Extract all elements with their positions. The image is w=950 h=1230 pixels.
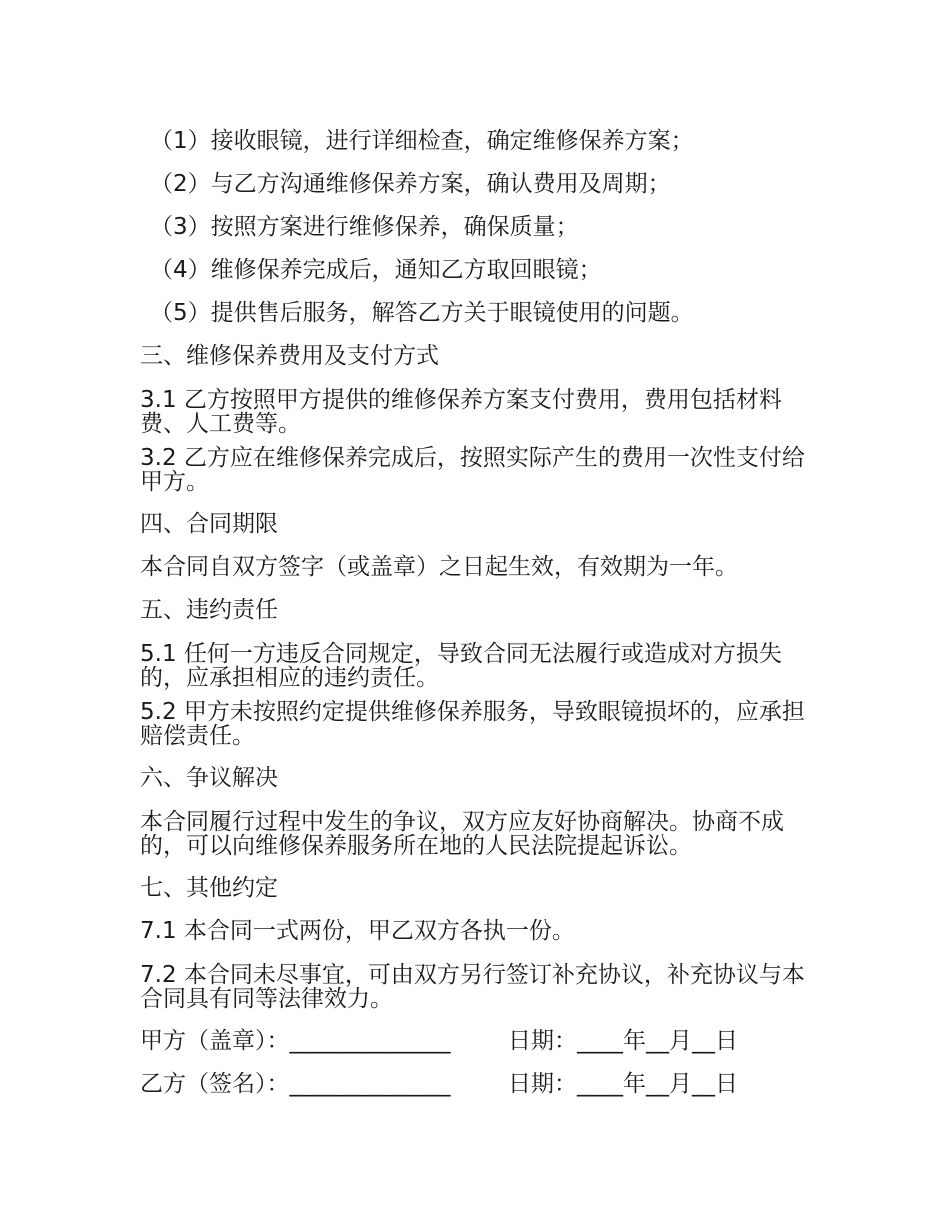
clause-dispute: 本合同履行过程中发生的争议，双方应友好协商解决。协商不成的，可以向维修保养服务所在地的人民法院提起诉讼。 bbox=[140, 809, 784, 859]
duty-item-3: （3）按照方案进行维修保养，确保质量； bbox=[150, 214, 579, 240]
clause-term: 本合同自双方签字（或盖章）之日起生效，有效期为一年。 bbox=[140, 554, 738, 580]
duty-item-2: （2）与乙方沟通维修保养方案，确认费用及周期； bbox=[150, 171, 671, 197]
clause-7-2: 7.2 本合同未尽事宜，可由双方另行签订补充协议，补充协议与本合同具有同等法律效力。 bbox=[140, 962, 805, 1012]
clause-5-1: 5.1 任何一方违反合同规定，导致合同无法履行或造成对方损失的，应承担相应的违约责任。 bbox=[140, 641, 782, 691]
contract-page bbox=[140, 120, 820, 1106]
clause-3-2: 3.2 乙方应在维修保养完成后，按照实际产生的费用一次性支付给甲方。 bbox=[140, 445, 805, 495]
signature-row-party-a bbox=[140, 1020, 820, 1063]
signature-row-party-b bbox=[140, 1063, 820, 1106]
duty-item-1: （1）接收眼镜，进行详细检查，确定维修保养方案； bbox=[150, 128, 694, 154]
section-heading-term: 四、合同期限 bbox=[140, 511, 278, 537]
party-a-seal-field: 甲方（盖章）：______________ bbox=[140, 1028, 451, 1054]
section-heading-dispute: 六、争议解决 bbox=[140, 765, 278, 791]
party-b-date-field: 日期：____年__月__日 bbox=[508, 1071, 738, 1097]
duty-item-5: （5）提供售后服务，解答乙方关于眼镜使用的问题。 bbox=[150, 300, 694, 326]
section-heading-fees: 三、维修保养费用及支付方式 bbox=[140, 343, 439, 369]
party-a-date-field: 日期：____年__月__日 bbox=[508, 1028, 738, 1054]
section-heading-other: 七、其他约定 bbox=[140, 875, 278, 901]
clause-7-1: 7.1 本合同一式两份，甲乙双方各执一份。 bbox=[140, 918, 575, 944]
duty-item-4: （4）维修保养完成后，通知乙方取回眼镜； bbox=[150, 257, 602, 283]
clause-5-2: 5.2 甲方未按照约定提供维修保养服务，导致眼镜损坏的，应承担赔偿责任。 bbox=[140, 699, 805, 749]
clause-3-1: 3.1 乙方按照甲方提供的维修保养方案支付费用，费用包括材料费、人工费等。 bbox=[140, 387, 782, 437]
party-b-signature-field: 乙方（签名）：______________ bbox=[140, 1071, 451, 1097]
section-heading-breach: 五、违约责任 bbox=[140, 597, 278, 623]
